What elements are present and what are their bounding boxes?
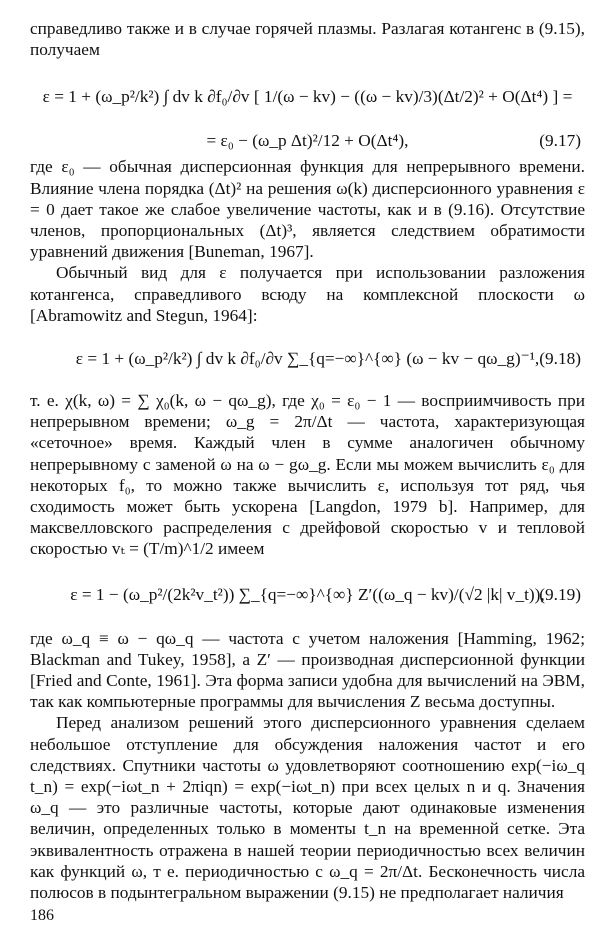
- paragraph-continuous-time: [30, 156, 585, 262]
- paragraph-digression-text: Перед анализом решений этого дисперсионного уравнения сделаем небольшое отступление для обсуждения наложения частот и его следствиях. Спутники частоты ω удовлетворяют соотношению exp(−iω_q t_n) = exp(−iωt_n + 2πiqn) = exp(−iωt_n) при всех целых n и q. Значения ω_q — это различные частоты, которые дают одинаковые изменения величин, определенных только в моменты t_n на временной сетке. Эта эквивалентность отражена в нашей теории периодичностью всех величин как функций ω, т е. периодичностью с ω_q = 2π/Δt. Бесконечность числа полюсов в подынтегральном выражении (9.15) не предполагает наличия: [30, 713, 585, 903]
- paragraph-aliasing-frequency: [30, 628, 585, 713]
- paragraph-susceptibility-text: т. е. χ(k, ω) = ∑ χ₀(k, ω − qω_g), где χ₀ = ε₀ − 1 — восприимчивость при непрерывном времени; ω_g = 2π/Δt — частота, характеризующая «сеточное» время. Каждый член в сумме аналогичен обычному непрерывному с заменой ω на ω − gω_g. Если мы можем вычислить ε₀ для некоторых f₀, то можно также вычислить ε, используя тот ряд, чья сходимость может быть ускорена [Langdon, 1979 b]. Например, для максвелловского распределения с дрейфовой скоростью v и тепловой скоростью vₜ = (T/m)^1/2 имеем: [30, 391, 585, 559]
- page-number: 186: [30, 907, 54, 924]
- paragraph-susceptibility: [30, 390, 585, 560]
- paragraph-digression: [30, 712, 585, 903]
- paragraph-intro-text: справедливо также и в случае горячей плазмы. Разлагая котангенс в (9.15), получаем: [30, 19, 585, 60]
- paragraph-aliasing-frequency-text: где ω_q ≡ ω − qω_q — частота с учетом наложения [Hamming, 1962; Blackman and Tukey, 1958], а Z′ — производная дисперсионной функции [Fried and Conte, 1961]. Эта форма записи удобна для вычислений на ЭВМ, так как компьютерные программы для вычисления Z весьма доступны.: [30, 628, 585, 712]
- equation-9-19: [30, 564, 585, 626]
- equation-9-17-line1: [30, 66, 585, 126]
- equation-9-17-line2: [30, 126, 585, 154]
- equation-9-19-formula: ε = 1 − (ω_p²/(2k²v_t²)) ∑_{q=−∞}^{∞} Z′((ω_q − kv)/(√2 |k| v_t)),: [70, 585, 545, 605]
- paragraph-usual-form-text: Обычный вид для ε получается при использовании разложения котангенса, справедливого всюду на комплексной плоскости ω [Abramowitz and Stegun, 1964]:: [30, 263, 585, 325]
- equation-9-17-line1-formula: ε = 1 + (ω_p²/k²) ∫ dv k ∂f₀/∂v [ 1/(ω − kv) − ((ω − kv)/3)(Δt/2)² + O(Δt⁴) ] =: [42, 86, 573, 106]
- paragraph-continuous-time-text: где ε₀ — обычная дисперсионная функция для непрерывного времени. Влияние члена порядка (Δt)² на решения ω(k) дисперсионного уравнения ε = 0 дает такое же слабое увеличение частоты, как и в (9.16). Отсутствие членов, пропорциональных (Δt)³, является следствием обратимости уравнений движения [Buneman, 1967].: [30, 157, 585, 262]
- equation-number-9-17: (9.17): [539, 130, 581, 150]
- equation-9-18-formula: ε = 1 + (ω_p²/k²) ∫ dv k ∂f₀/∂v ∑_{q=−∞}^{∞} (ω − kv − qω_g)⁻¹,: [75, 349, 540, 369]
- equation-number-9-18: (9.18): [539, 349, 581, 369]
- paragraph-intro: [30, 18, 585, 60]
- equation-9-17-line2-formula: = ε₀ − (ω_p Δt)²/12 + O(Δt⁴),: [206, 130, 409, 150]
- equation-9-18: [30, 330, 585, 388]
- paragraph-usual-form: [30, 262, 585, 326]
- equation-number-9-19: (9.19): [539, 585, 581, 605]
